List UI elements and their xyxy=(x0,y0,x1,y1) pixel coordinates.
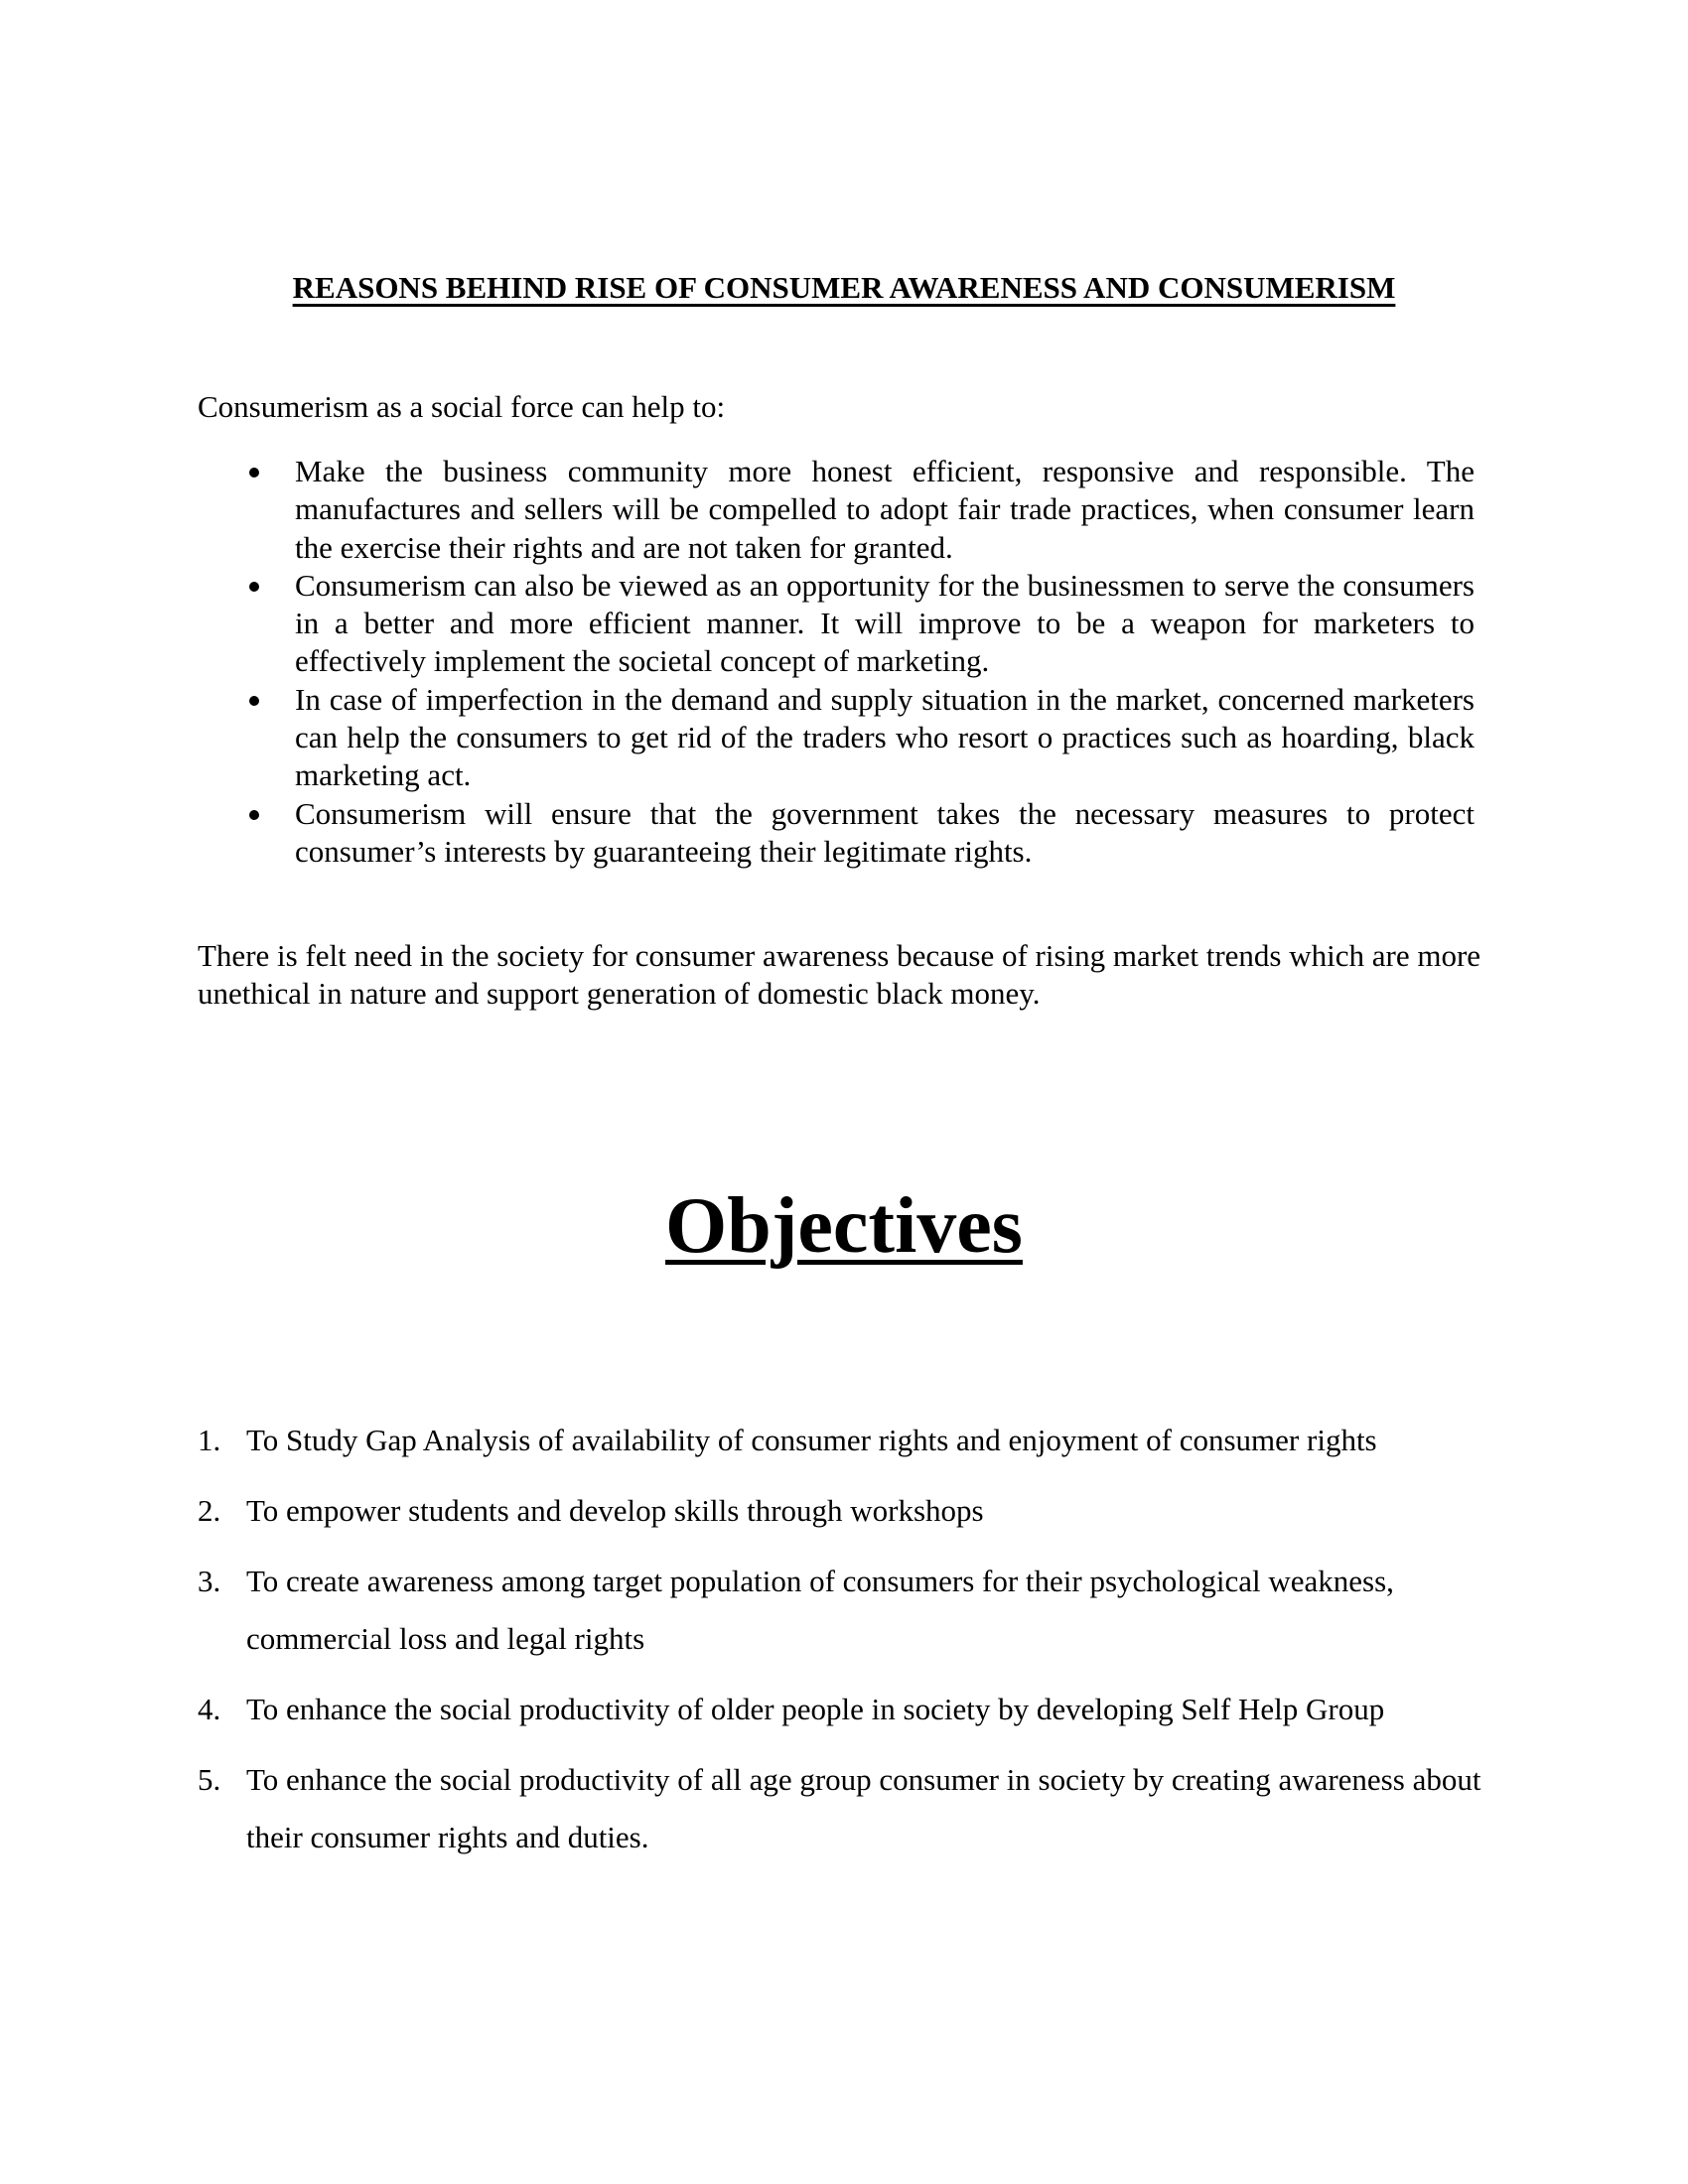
objectives-title: Objectives xyxy=(665,1182,1023,1270)
list-item-text: Consumerism will ensure that the government takes the necessary measures to protect consumer’s interests by guaranteeing their legitimate rights. xyxy=(295,795,1475,869)
objective-text: To enhance the social productivity of older people in society by developing Self Help Group xyxy=(246,1692,1385,1726)
list-item xyxy=(198,453,1475,567)
section-heading: REASONS BEHIND RISE OF CONSUMER AWARENESS AND CONSUMERISM xyxy=(292,270,1396,305)
objective-item xyxy=(198,1681,1488,1738)
intro-text: Consumerism as a social force can help to: xyxy=(198,389,726,424)
objective-number: 5. xyxy=(198,1762,221,1797)
list-item xyxy=(198,795,1475,872)
objective-text: To empower students and develop skills through workshops xyxy=(246,1493,984,1528)
objective-number: 4. xyxy=(198,1692,221,1726)
bullet-icon xyxy=(249,696,259,706)
list-item xyxy=(198,567,1475,681)
objective-number: 1. xyxy=(198,1423,221,1457)
objective-text: To create awareness among target population of consumers for their psychological weakness, commercial loss and legal rights xyxy=(246,1564,1394,1656)
objective-item xyxy=(198,1412,1488,1469)
list-item-text: Consumerism can also be viewed as an opportunity for the businessmen to serve the consumers in a better and more efficient manner. It will improve to be a weapon for marketers to effectively implement the societal concept of marketing. xyxy=(295,567,1475,679)
awareness-paragraph: There is felt need in the society for consumer awareness because of rising market trends which are more unethical in nature and support generation of domestic black money. xyxy=(198,938,1481,1012)
objective-text: To Study Gap Analysis of availability of consumer rights and enjoyment of consumer rights xyxy=(246,1423,1377,1457)
objective-text: To enhance the social productivity of all age group consumer in society by creating awareness about their consumer rights and duties. xyxy=(246,1762,1481,1854)
objective-item xyxy=(198,1553,1488,1668)
reasons-list xyxy=(198,453,1475,871)
objective-number: 2. xyxy=(198,1493,221,1528)
bullet-icon xyxy=(249,810,259,820)
bullet-icon xyxy=(249,468,259,478)
list-item-text: Make the business community more honest efficient, responsive and responsible. The manufactures and sellers will be compelled to adopt fair trade practices, when consumer learn the exercise their rights and are not taken for granted. xyxy=(295,454,1475,565)
objectives-list xyxy=(198,1412,1488,1879)
objective-item xyxy=(198,1751,1488,1866)
list-item-text: In case of imperfection in the demand and supply situation in the market, concerned marketers can help the consumers to get rid of the traders who resort o practices such as hoarding, black marketing act. xyxy=(295,681,1475,793)
objective-number: 3. xyxy=(198,1564,221,1598)
bullet-icon xyxy=(249,582,259,592)
list-item xyxy=(198,681,1475,795)
objective-item xyxy=(198,1482,1488,1540)
